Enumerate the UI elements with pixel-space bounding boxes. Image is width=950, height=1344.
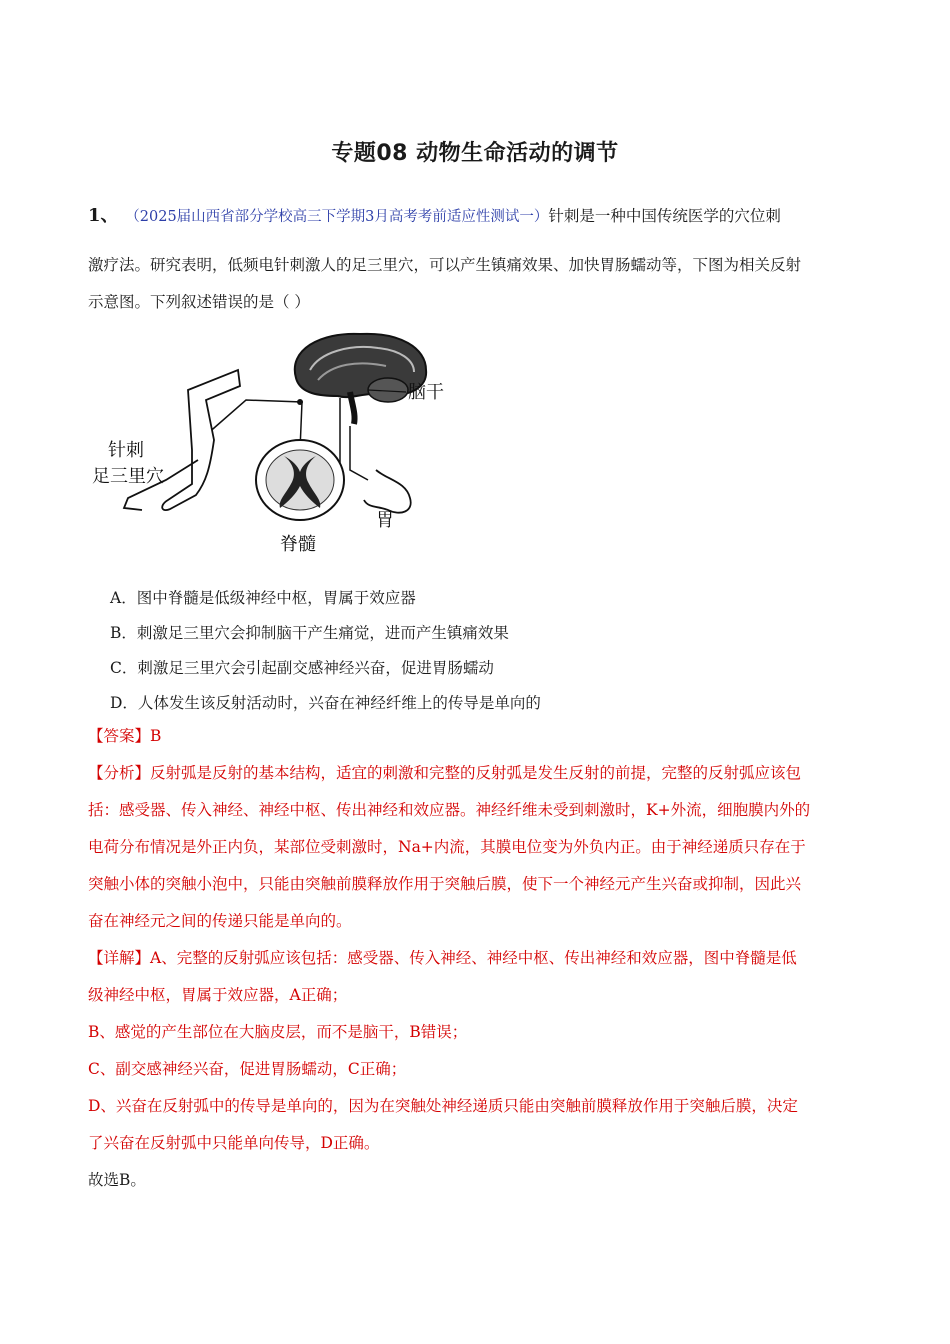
label-brainstem: 脑干 xyxy=(408,382,444,403)
label-spinal-cord: 脊髓 xyxy=(280,534,316,555)
label-acupoint: 足三里穴 xyxy=(92,466,164,487)
stomach-drawing xyxy=(364,470,411,513)
option-b: B．刺激足三里穴会抑制脑干产生痛觉，进而产生镇痛效果 xyxy=(110,624,509,642)
leg-drawing xyxy=(162,370,240,510)
option-c: C．刺激足三里穴会引起副交感神经兴奋，促进胃肠蠕动 xyxy=(110,659,494,677)
analysis-line: 【详解】A、完整的反射弧应该包括：感受器、传入神经、神经中枢、传出神经和效应器，图中脊髓是低 xyxy=(88,949,797,967)
brain-drawing xyxy=(295,334,426,424)
question-stem-line-1 xyxy=(88,204,868,229)
reflex-arc-diagram xyxy=(88,330,468,558)
question-stem-line-2: 激疗法。研究表明，低频电针刺激人的足三里穴，可以产生镇痛效果、加快胃肠蠕动等，下图为相关反射 xyxy=(88,256,802,274)
analysis-line: 奋在神经元之间的传递只能是单向的。 xyxy=(88,912,352,930)
analysis-line: 电荷分布情况是外正内负，某部位受刺激时，Na+内流，其膜电位变为外负内正。由于神经递质只存在于 xyxy=(88,838,806,856)
analysis-line: D、兴奋在反射弧中的传导是单向的，因为在突触处神经递质只能由突触前膜释放作用于突触后膜，决定 xyxy=(88,1097,798,1115)
label-needle: 针刺 xyxy=(108,440,144,461)
efferent-nerve xyxy=(350,426,368,480)
option-d: D．人体发生该反射活动时，兴奋在神经纤维上的传导是单向的 xyxy=(110,694,541,712)
reflex-arc-figure xyxy=(88,330,468,558)
analysis-line: 突触小体的突触小泡中，只能由突触前膜释放作用于突触后膜，使下一个神经元产生兴奋或抑制，因此兴 xyxy=(88,875,802,893)
analysis-line: 级神经中枢，胃属于效应器，A正确； xyxy=(88,986,348,1004)
answer-line: 【答案】B xyxy=(88,727,162,745)
option-a: A．图中脊髓是低级神经中枢，胃属于效应器 xyxy=(110,589,416,607)
analysis-line: C、副交感神经兴奋，促进胃肠蠕动，C正确； xyxy=(88,1060,407,1078)
page-title: 专题08 动物生命活动的调节 xyxy=(331,141,619,166)
analysis-line: 【分析】反射弧是反射的基本结构，适宜的刺激和完整的反射弧是发生反射的前提，完整的反射弧应该包 xyxy=(88,764,802,782)
question-number: 1、 xyxy=(88,205,119,226)
analysis-block xyxy=(88,755,868,1162)
analysis-line: 括：感受器、传入神经、神经中枢、传出神经和效应器。神经纤维未受到刺激时，K+外流，细胞膜内外的 xyxy=(88,801,811,819)
analysis-line: 了兴奋在反射弧中只能单向传导，D正确。 xyxy=(88,1134,380,1152)
question-source: （2025届山西省部分学校高三下学期3月高考考前适应性测试一） xyxy=(132,209,549,225)
question-stem-line-3: 示意图。下列叙述错误的是（ ） xyxy=(88,293,310,311)
analysis-line: B、感觉的产生部位在大脑皮层，而不是脑干，B错误； xyxy=(88,1023,468,1041)
spinal-cord-drawing xyxy=(256,440,344,520)
label-stomach: 胃 xyxy=(376,510,394,531)
stem-text-1: 针刺是一种中国传统医学的穴位刺 xyxy=(548,207,781,225)
conclusion-line: 故选B。 xyxy=(88,1171,146,1189)
ganglion-dot xyxy=(297,399,303,405)
